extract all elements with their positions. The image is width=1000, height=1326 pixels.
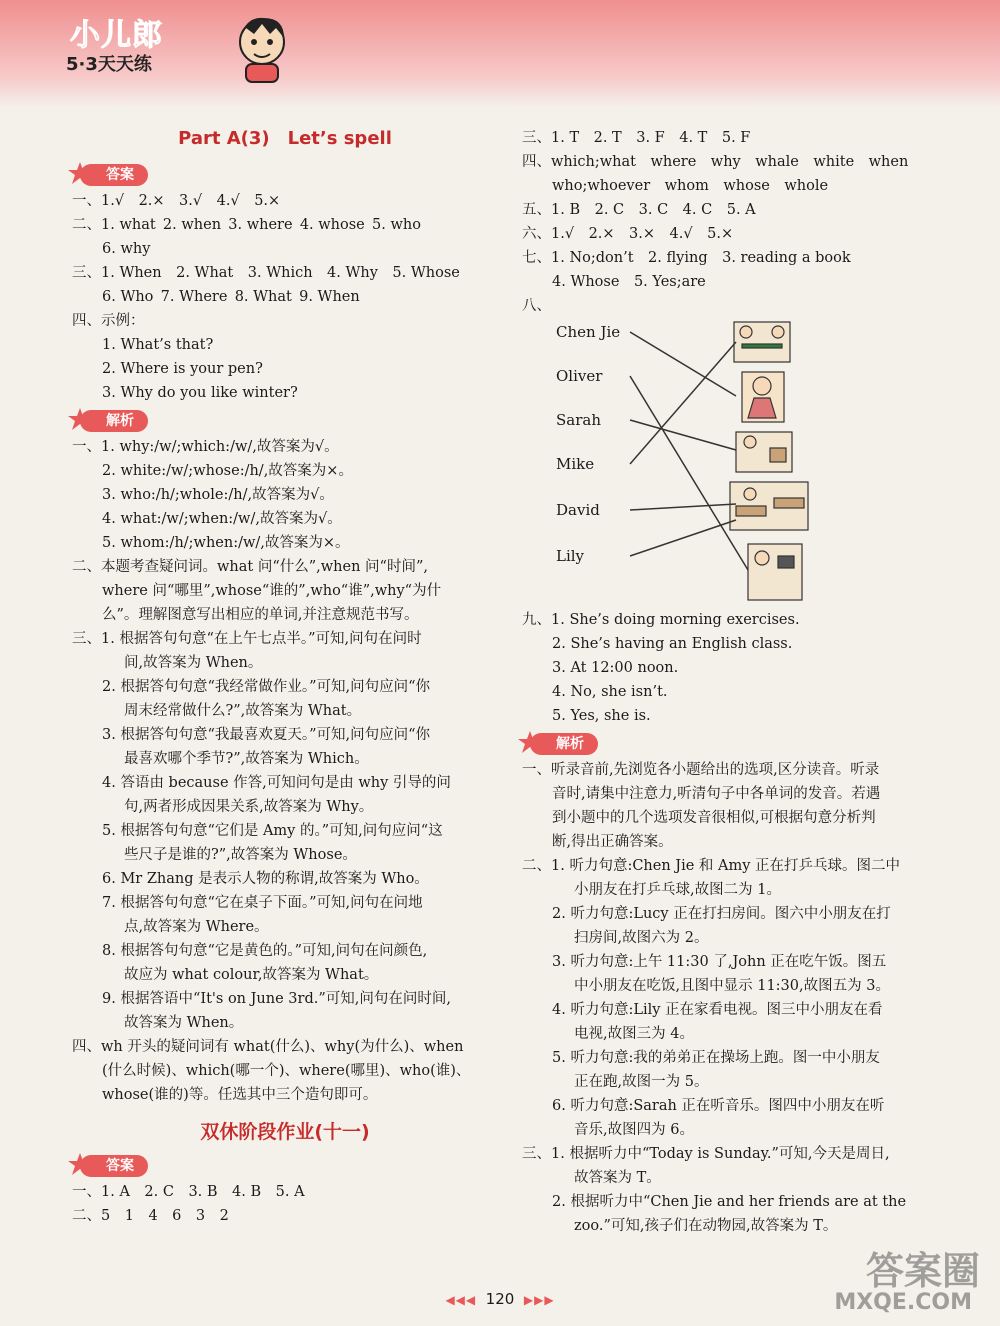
text-line: 2. She’s having an English class. <box>552 636 793 652</box>
text-line: 4. what:/w/;when:/w/,故答案为√。 <box>102 511 342 527</box>
text-line: 二、本题考查疑问词。what 问“什么”,when 问“时间”, <box>72 559 428 575</box>
text-line: 6. Mr Zhang 是表示人物的称谓,故答案为 Who。 <box>102 871 429 887</box>
text-line: 6. Who 7. Where 8. What 9. When <box>102 289 360 305</box>
picture-tv <box>748 544 802 600</box>
star-icon <box>68 161 98 185</box>
star-icon <box>68 1152 98 1176</box>
text-line: 四、which;what where why whale white when <box>522 154 909 170</box>
text-line: 一、听录音前,先浏览各小题给出的选项,区分读音。听录 <box>522 762 880 778</box>
text-line: 小朋友在打乒乓球,故图二为 1。 <box>574 882 781 898</box>
text-line: 9. 根据答语中“It's on June 3rd.”可知,问句在问时间, <box>102 991 451 1007</box>
match-line <box>630 332 736 396</box>
text-line: 音时,请集中注意力,听清句子中各单词的发音。若遇 <box>552 786 881 802</box>
text-line: 5. 听力句意:我的弟弟正在操场上跑。图一中小朋友 <box>552 1050 880 1066</box>
next-arrows-icon: ▶▶▶ <box>523 1293 555 1307</box>
text-line: 二、1. 听力句意:Chen Jie 和 Amy 正在打乒乓球。图二中 <box>522 858 901 874</box>
picture-desks <box>730 482 808 530</box>
text-line: 8. 根据答句句意“它是黄色的。”可知,问句在问颜色, <box>102 943 428 959</box>
text-line: 扫房间,故图六为 2。 <box>574 930 709 946</box>
text-line: 八、 <box>522 298 551 314</box>
text-line: 音乐,故图四为 6。 <box>574 1122 694 1138</box>
text-line: 么”。理解图意写出相应的单词,并注意规范书写。 <box>102 607 419 623</box>
text-line: 一、1.√ 2.× 3.√ 4.√ 5.× <box>72 193 281 209</box>
text-line: 二、5 1 4 6 3 2 <box>72 1208 229 1224</box>
analysis-tag-right: 解析 <box>522 732 598 754</box>
text-line: 三、1. 根据听力中“Today is Sunday.”可知,今天是周日, <box>522 1146 890 1162</box>
text-line: 六、1.√ 2.× 3.× 4.√ 5.× <box>522 226 734 242</box>
text-line: 3. Why do you like winter? <box>102 385 298 401</box>
text-line: 四、示例： <box>72 313 145 329</box>
left-answers-list <box>72 189 498 405</box>
brand-series: 5·3天天练 <box>66 54 152 75</box>
text-line: 5. whom:/h/;when:/w/,故答案为×。 <box>102 535 350 551</box>
text-line: zoo.”可知,孩子们在动物园,故答案为 T。 <box>574 1218 838 1234</box>
text-line: 2. white:/w/;whose:/h/,故答案为×。 <box>102 463 353 479</box>
text-line: 4. 答语由 because 作答,可知问句是由 why 引导的问 <box>102 775 451 791</box>
text-line: 6. why <box>102 241 151 257</box>
text-line: 故答案为 T。 <box>574 1170 661 1186</box>
text-line: 间,故答案为 When。 <box>124 655 263 671</box>
match-name-lily: Lily <box>556 547 585 565</box>
text-line: 4. Whose 5. Yes;are <box>552 274 706 290</box>
right-answers-list <box>522 126 952 318</box>
matching-exercise <box>522 318 952 608</box>
section-title: 双休阶段作业(十一) <box>200 1121 370 1143</box>
section2-answers-list <box>72 1180 498 1228</box>
answer-tag: 答案 <box>72 163 148 185</box>
text-line: 三、1. 根据答句句意“在上午七点半。”可知,问句在问时 <box>72 631 422 647</box>
watermark-url: MXQE.COM <box>834 1290 972 1315</box>
text-line: 九、1. She’s doing morning exercises. <box>522 612 800 628</box>
text-line: 正在跑,故图一为 5。 <box>574 1074 709 1090</box>
matching-diagram <box>522 318 952 608</box>
text-line: 点,故答案为 Where。 <box>124 919 269 935</box>
star-icon <box>68 407 98 431</box>
text-line: 句,两者形成因果关系,故答案为 Why。 <box>124 799 374 815</box>
text-line: 些尺子是谁的?”,故答案为 Whose。 <box>124 847 357 863</box>
text-line: 四、wh 开头的疑问词有 what(什么)、why(为什么)、when <box>72 1039 464 1055</box>
text-line: 2. 听力句意:Lucy 正在打扫房间。图六中小朋友在打 <box>552 906 891 922</box>
text-line: 故应为 what colour,故答案为 What。 <box>124 967 379 983</box>
lesson-title: Part A(3) Let’s spell <box>178 128 392 149</box>
right-analysis-list <box>522 758 952 1238</box>
picture-table-tennis <box>734 322 790 362</box>
prev-arrows-icon: ◀◀◀ <box>445 1293 477 1307</box>
picture-music <box>742 372 784 422</box>
text-line: 2. 根据答句句意“我经常做作业。”可知,问句应问“你 <box>102 679 431 695</box>
text-line: 6. 听力句意:Sarah 正在听音乐。图四中小朋友在听 <box>552 1098 885 1114</box>
text-line: whose(谁的)等。任选其中三个造句即可。 <box>102 1087 378 1103</box>
text-line: 2. Where is your pen? <box>102 361 263 377</box>
text-line: 3. who:/h/;whole:/h/,故答案为√。 <box>102 487 334 503</box>
text-line: 三、1. When 2. What 3. Which 4. Why 5. Whose <box>72 265 460 281</box>
text-line: 1. What’s that? <box>102 337 214 353</box>
mascot-icon <box>232 12 292 84</box>
text-line: 电视,故图三为 4。 <box>574 1026 694 1042</box>
match-name-david: David <box>556 501 600 519</box>
answer-tag-2: 答案 <box>72 1154 148 1176</box>
text-line: 到小题中的几个选项发音很相似,可根据句意分析判 <box>552 810 876 826</box>
picture-cleaning <box>736 432 792 472</box>
match-line <box>630 504 736 510</box>
text-line: 二、1. what 2. when 3. where 4. whose 5. who <box>72 217 421 233</box>
match-name-oliver: Oliver <box>556 367 603 385</box>
answers-nine-list <box>522 608 952 728</box>
text-line: 断,得出正确答案。 <box>552 834 673 850</box>
text-line: 3. At 12:00 noon. <box>552 660 679 676</box>
match-name-chen-jie: Chen Jie <box>556 323 621 341</box>
text-line: who;whoever whom whose whole <box>552 178 829 194</box>
left-column <box>72 120 498 1228</box>
page-number: 120 <box>485 1290 515 1308</box>
left-analysis-list <box>72 435 498 1107</box>
text-line: 3. 根据答句句意“我最喜欢夏天。”可知,问句应问“你 <box>102 727 431 743</box>
brand-logo <box>62 8 232 80</box>
text-line: 三、1. T 2. T 3. F 4. T 5. F <box>522 130 751 146</box>
analysis-tag: 解析 <box>72 409 148 431</box>
brand-name: 小儿郎 <box>70 18 163 53</box>
text-line: 周末经常做什么?”,故答案为 What。 <box>124 703 362 719</box>
text-line: 2. 根据听力中“Chen Jie and her friends are at the <box>552 1194 907 1210</box>
text-line: (什么时候)、which(哪一个)、where(哪里)、who(谁)、 <box>102 1063 471 1079</box>
text-line: 七、1. No;don’t 2. flying 3. reading a book <box>522 250 851 266</box>
text-line: 5. 根据答句句意“它们是 Amy 的。”可知,问句应问“这 <box>102 823 443 839</box>
text-line: 一、1. why:/w/;which:/w/,故答案为√。 <box>72 439 339 455</box>
match-name-sarah: Sarah <box>556 411 601 429</box>
text-line: 7. 根据答句句意“它在桌子下面。”可知,问句在问地 <box>102 895 423 911</box>
text-line: 五、1. B 2. C 3. C 4. C 5. A <box>522 202 756 218</box>
text-line: 最喜欢哪个季节?”,故答案为 Which。 <box>124 751 369 767</box>
text-line: 4. 听力句意:Lily 正在家看电视。图三中小朋友在看 <box>552 1002 883 1018</box>
right-column <box>522 126 952 1238</box>
text-line: 故答案为 When。 <box>124 1015 244 1031</box>
star-icon <box>518 730 548 754</box>
text-line: 4. No, she isn’t. <box>552 684 668 700</box>
text-line: 3. 听力句意:上午 11:30 了,John 正在吃午饭。图五 <box>552 954 887 970</box>
match-line <box>630 376 748 570</box>
match-line <box>630 520 736 556</box>
text-line: 一、1. A 2. C 3. B 4. B 5. A <box>72 1184 305 1200</box>
text-line: 中小朋友在吃饭,且图中显示 11:30,故图五为 3。 <box>574 978 890 994</box>
text-line: 5. Yes, she is. <box>552 708 651 724</box>
watermark-logo: 答案圈 <box>865 1249 980 1293</box>
match-name-mike: Mike <box>556 455 595 473</box>
text-line: where 问“哪里”,whose“谁的”,who“谁”,why“为什 <box>102 583 442 599</box>
